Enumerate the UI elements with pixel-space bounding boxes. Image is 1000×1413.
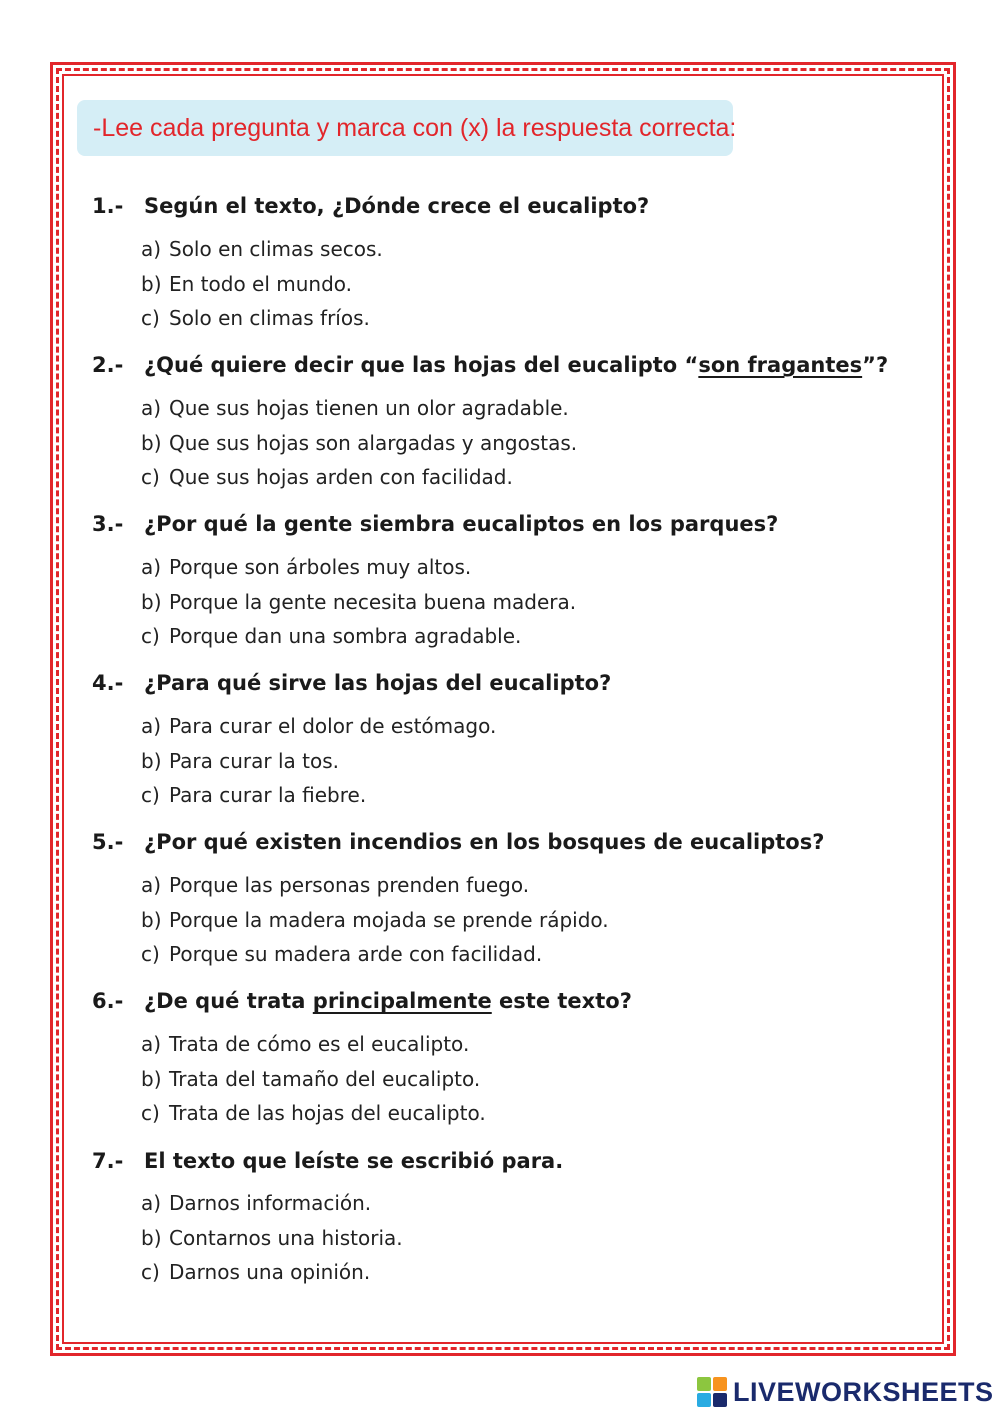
options-2 bbox=[141, 391, 901, 495]
options-1 bbox=[141, 232, 901, 336]
question-1 bbox=[92, 192, 942, 220]
option-c[interactable]: c) Porque su madera arde con facilidad. bbox=[141, 942, 543, 966]
question-text: ¿Para qué sirve las hojas del eucalipto? bbox=[144, 671, 612, 695]
option-b[interactable]: b) Contarnos una historia. bbox=[141, 1225, 403, 1250]
option-b[interactable]: b) Trata del tamaño del eucalipto. bbox=[141, 1066, 481, 1091]
option-b[interactable]: b) Que sus hojas son alargadas y angostas. bbox=[141, 430, 578, 455]
question-3 bbox=[92, 510, 942, 538]
option-c[interactable]: c) Trata de las hojas del eucalipto. bbox=[141, 1101, 486, 1125]
question-number: 4.- bbox=[92, 671, 124, 695]
option-c[interactable]: c) Para curar la fiebre. bbox=[141, 783, 367, 807]
options-5 bbox=[141, 868, 901, 972]
option-a[interactable]: a) Para curar el dolor de estómago. bbox=[141, 714, 497, 738]
watermark-text: LIVEWORKSHEETS bbox=[733, 1376, 994, 1407]
instruction-banner: -Lee cada pregunta y marca con (x) la respuesta correcta: bbox=[77, 100, 733, 156]
option-c[interactable]: c) Darnos una opinión. bbox=[141, 1260, 371, 1284]
option-a[interactable]: a) Darnos información. bbox=[141, 1191, 372, 1215]
question-text-start: ¿Qué quiere decir que las hojas del eucalipto “ bbox=[144, 353, 699, 377]
question-text-end: ”? bbox=[862, 353, 889, 377]
question-text: ¿Por qué la gente siembra eucaliptos en los parques? bbox=[144, 512, 779, 536]
logo-square-2 bbox=[713, 1377, 727, 1391]
option-a[interactable]: a) Solo en climas secos. bbox=[141, 237, 383, 261]
question-number: 5.- bbox=[92, 830, 124, 854]
options-7 bbox=[141, 1186, 901, 1290]
question-4 bbox=[92, 669, 942, 697]
question-number: 1.- bbox=[92, 194, 124, 218]
liveworksheets-logo-icon bbox=[697, 1377, 727, 1407]
liveworksheets-watermark bbox=[697, 1376, 994, 1408]
options-4 bbox=[141, 709, 901, 813]
option-c[interactable]: c) Que sus hojas arden con facilidad. bbox=[141, 465, 513, 489]
option-b[interactable]: b) En todo el mundo. bbox=[141, 271, 353, 296]
option-b[interactable]: b) Porque la gente necesita buena madera. bbox=[141, 589, 577, 614]
question-number: 3.- bbox=[92, 512, 124, 536]
question-number: 6.- bbox=[92, 989, 124, 1013]
question-text-end: este texto? bbox=[491, 989, 632, 1013]
question-text: El texto que leíste se escribió para. bbox=[144, 1149, 564, 1173]
option-b[interactable]: b) Porque la madera mojada se prende rápido. bbox=[141, 907, 609, 932]
question-number: 2.- bbox=[92, 353, 124, 377]
option-b[interactable]: b) Para curar la tos. bbox=[141, 748, 340, 773]
question-7 bbox=[92, 1147, 942, 1175]
question-2 bbox=[92, 351, 942, 379]
option-a[interactable]: a) Porque son árboles muy altos. bbox=[141, 555, 472, 579]
question-number: 7.- bbox=[92, 1149, 124, 1173]
logo-square-1 bbox=[697, 1377, 711, 1391]
logo-square-4 bbox=[713, 1393, 727, 1407]
underlined-phrase: son fragantes bbox=[698, 353, 863, 377]
logo-square-3 bbox=[697, 1393, 711, 1407]
question-text: Según el texto, ¿Dónde crece el eucalipto? bbox=[144, 194, 650, 218]
question-6 bbox=[92, 987, 942, 1015]
underlined-word: principalmente bbox=[312, 989, 492, 1013]
question-text-start: ¿De qué trata bbox=[144, 989, 313, 1013]
option-a[interactable]: a) Porque las personas prenden fuego. bbox=[141, 873, 530, 897]
question-5 bbox=[92, 828, 942, 856]
options-6 bbox=[141, 1027, 901, 1131]
option-c[interactable]: c) Porque dan una sombra agradable. bbox=[141, 624, 522, 648]
option-a[interactable]: a) Que sus hojas tienen un olor agradable. bbox=[141, 396, 569, 420]
option-c[interactable]: c) Solo en climas fríos. bbox=[141, 306, 370, 330]
option-a[interactable]: a) Trata de cómo es el eucalipto. bbox=[141, 1032, 470, 1056]
options-3 bbox=[141, 550, 901, 654]
question-text: ¿Por qué existen incendios en los bosques de eucaliptos? bbox=[144, 830, 825, 854]
